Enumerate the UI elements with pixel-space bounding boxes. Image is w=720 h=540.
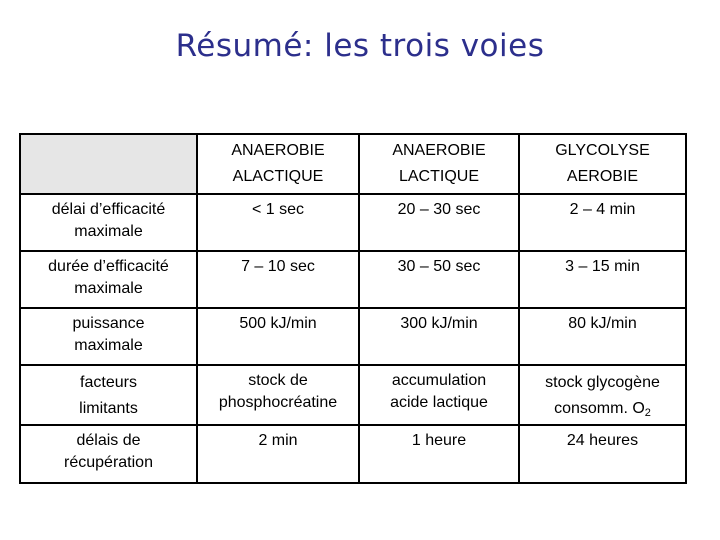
table-row <box>20 308 686 365</box>
summary-table <box>19 133 687 484</box>
table-row <box>20 251 686 308</box>
table-cell: 500 kJ/min <box>197 308 359 365</box>
row-header-duree: durée d’efficacité maximale <box>20 251 197 308</box>
table-row <box>20 425 686 483</box>
table-cell: 1 heure <box>359 425 519 483</box>
row-header-recuperation: délais de récupération <box>20 425 197 483</box>
table-cell: accumulation acide lactique <box>359 365 519 425</box>
table-cell: 2 min <box>197 425 359 483</box>
table-cell: stock de phosphocréatine <box>197 365 359 425</box>
table-row <box>20 365 686 425</box>
column-header-anaerobie-lactique: ANAEROBIE LACTIQUE <box>359 134 519 194</box>
column-header-glycolyse-aerobie: GLYCOLYSE AEROBIE <box>519 134 686 194</box>
table-cell: 300 kJ/min <box>359 308 519 365</box>
table-cell: 7 – 10 sec <box>197 251 359 308</box>
row-header-facteurs: facteurs limitants <box>20 365 197 425</box>
table-cell: 20 – 30 sec <box>359 194 519 251</box>
table-cell: 80 kJ/min <box>519 308 686 365</box>
table-cell: 30 – 50 sec <box>359 251 519 308</box>
page-title: Résumé: les trois voies <box>175 28 545 64</box>
table-cell: stock glycogène consomm. $O_2$ <box>519 365 686 425</box>
table-cell: < 1 sec <box>197 194 359 251</box>
table-row <box>20 194 686 251</box>
row-header-puissance: puissance maximale <box>20 308 197 365</box>
subscript-2: 2 <box>644 407 651 419</box>
row-header-delai: délai d’efficacité maximale <box>20 194 197 251</box>
table-cell: 2 – 4 min <box>519 194 686 251</box>
column-header-anaerobie-alactique: ANAEROBIE ALACTIQUE <box>197 134 359 194</box>
table-cell: 24 heures <box>519 425 686 483</box>
table-corner-cell <box>20 134 197 194</box>
table-cell: 3 – 15 min <box>519 251 686 308</box>
table-header-row <box>20 134 686 194</box>
